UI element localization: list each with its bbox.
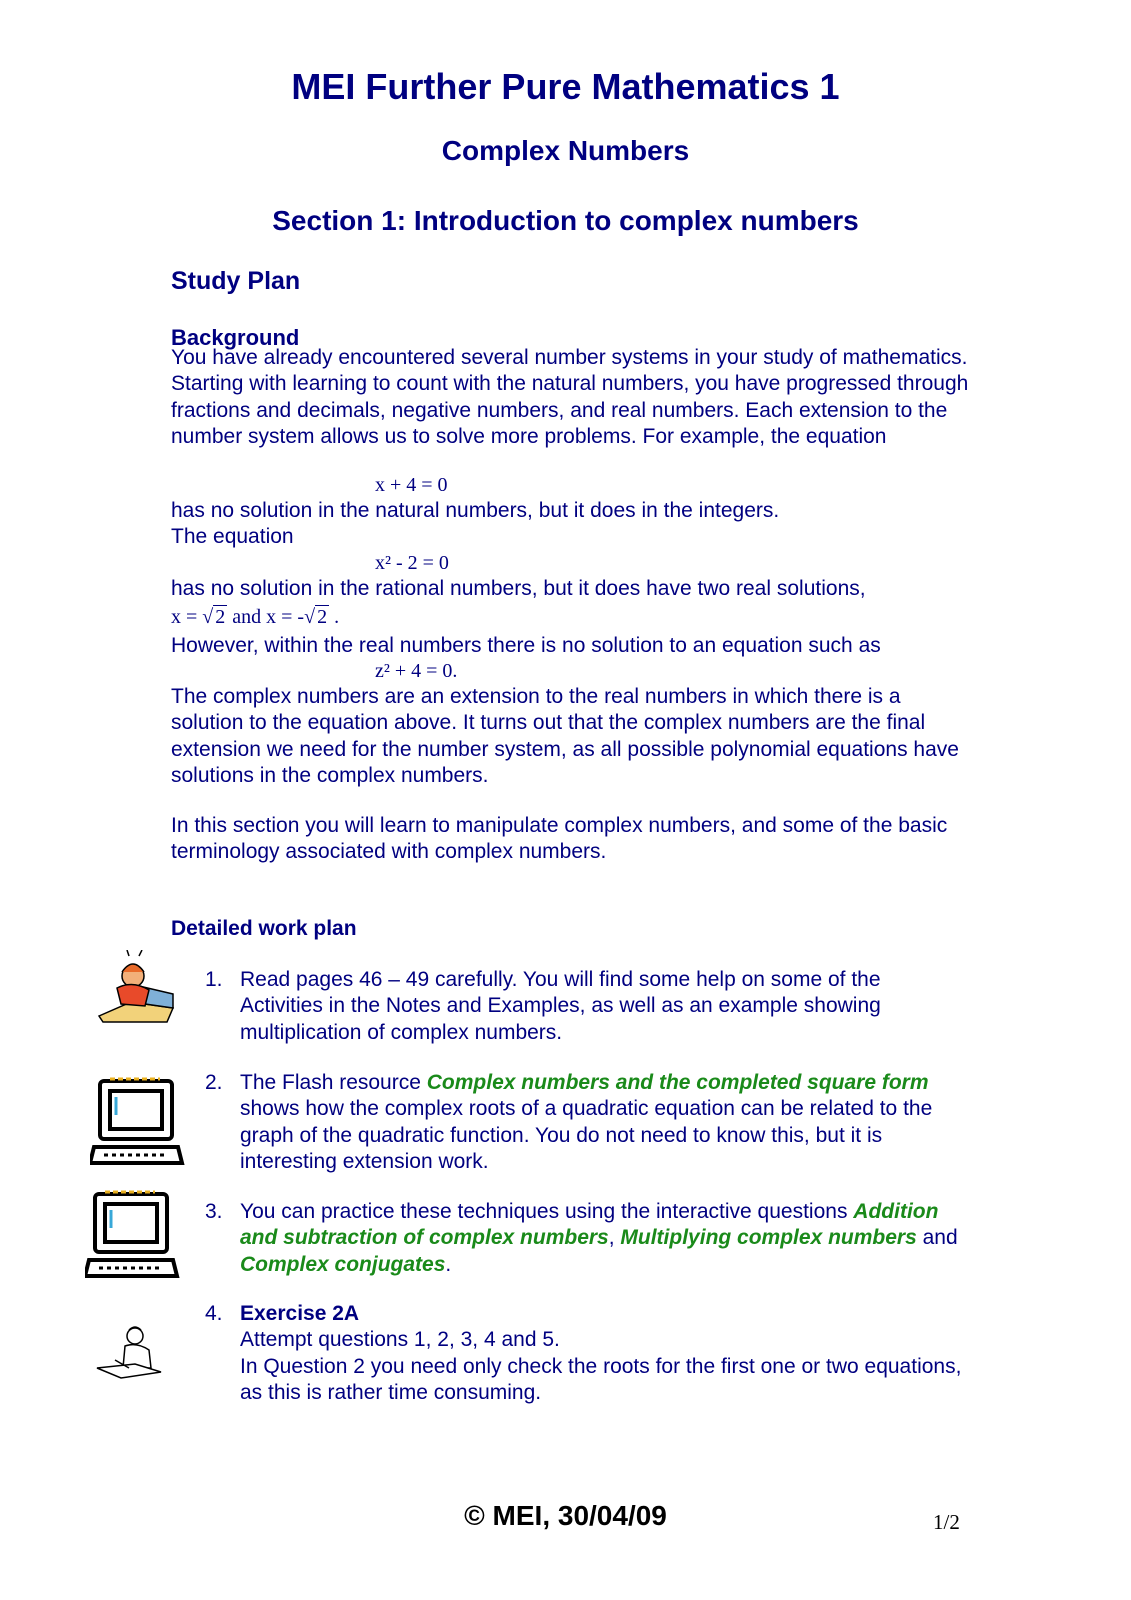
equation-2: x² - 2 = 0 — [375, 552, 449, 574]
solution-x-label: x = — [171, 606, 198, 628]
background-para3: The equation — [171, 525, 294, 548]
copyright-footer: © MEI, 30/04/09 — [464, 1500, 667, 1531]
background-para2: has no solution in the natural numbers, but it does in the integers. — [171, 499, 780, 522]
solutions-line — [171, 606, 339, 629]
item-number: 4. — [205, 1302, 223, 1325]
addition-subtraction-link[interactable]: Addition and subtraction of complex numbers — [240, 1200, 939, 1250]
item-number: 2. — [205, 1071, 223, 1094]
writing-person-icon — [95, 1322, 165, 1382]
background-para6: The complex numbers are an extension to the real numbers in which there is a solution to the equation above. It turns out that the complex numbers are the final extension we need for the number system, as all possible polynomial equations have solutions in the complex numbers. — [171, 685, 959, 787]
item-text: Read pages 46 – 49 carefully. You will find some help on some of the Activities in the Notes and Examples, as well as an example showing multiplication of complex numbers. — [240, 968, 881, 1044]
sqrt-2-neg: √ 2 — [304, 606, 328, 628]
sqrt-radicand: 2 — [215, 606, 226, 628]
separator: , — [608, 1226, 621, 1250]
exercise-line1: Attempt questions 1, 2, 3, 4 and 5. — [240, 1328, 560, 1352]
separator: and — [916, 1226, 958, 1250]
complex-conjugates-link[interactable]: Complex conjugates — [240, 1252, 446, 1276]
solution-end: . — [334, 606, 340, 628]
work-item-2 — [205, 1070, 965, 1175]
solution-and: and x = - — [232, 606, 305, 628]
item-pre-text: You can practice these techniques using the interactive questions — [240, 1200, 854, 1223]
equation-3: z² + 4 = 0. — [375, 660, 458, 682]
background-heading: Background — [171, 325, 300, 350]
equation-1: x + 4 = 0 — [375, 474, 448, 496]
study-plan-heading: Study Plan — [171, 267, 301, 295]
background-para5: However, within the real numbers there is no solution to an equation such as — [171, 634, 881, 657]
page-number: 1/2 — [933, 1510, 960, 1534]
document-subtitle: Complex Numbers — [441, 135, 690, 166]
sqrt-2: √ 2 — [202, 606, 226, 628]
flash-resource-link[interactable]: Complex numbers and the completed square form — [426, 1071, 929, 1094]
item-post-text: shows how the complex roots of a quadratic equation can be related to the graph of the quadratic function. You do not need to know this, but it is interesting extension work. — [240, 1097, 933, 1173]
computer-icon — [90, 1075, 185, 1167]
work-item-1 — [205, 967, 965, 1046]
exercise-title: Exercise 2A — [240, 1302, 360, 1325]
work-item-4 — [205, 1301, 965, 1406]
exercise-line2: In Question 2 you need only check the roots for the first one or two equations, as this is rather time consuming. — [240, 1354, 962, 1404]
work-plan-heading: Detailed work plan — [171, 917, 357, 940]
item-number: 1. — [205, 968, 223, 991]
item-post-text: . — [445, 1252, 452, 1276]
section-title: Section 1: Introduction to complex numbers — [272, 205, 859, 236]
multiplying-link[interactable]: Multiplying complex numbers — [620, 1226, 917, 1250]
reading-child-icon — [95, 950, 177, 1025]
sqrt-radicand-neg: 2 — [317, 606, 328, 628]
background-para4: has no solution in the rational numbers, but it does have two real solutions, — [171, 577, 866, 600]
document-title: MEI Further Pure Mathematics 1 — [291, 66, 840, 107]
item-number: 3. — [205, 1200, 223, 1223]
item-text — [240, 1070, 965, 1175]
background-para7: In this section you will learn to manipulate complex numbers, and some of the basic terminology associated with complex numbers. — [171, 814, 948, 864]
work-item-3 — [205, 1199, 965, 1278]
background-para1: You have already encountered several number systems in your study of mathematics. Starting with learning to count with the natural numbers, you have progressed through fractions and decimals, negative numbers, and real numbers. Each extension to the number system allows us to solve more problems. For example, the equation — [171, 346, 969, 448]
item-pre-text: The Flash resource — [240, 1071, 427, 1094]
item-text — [240, 1199, 965, 1278]
computer-icon — [85, 1188, 180, 1280]
